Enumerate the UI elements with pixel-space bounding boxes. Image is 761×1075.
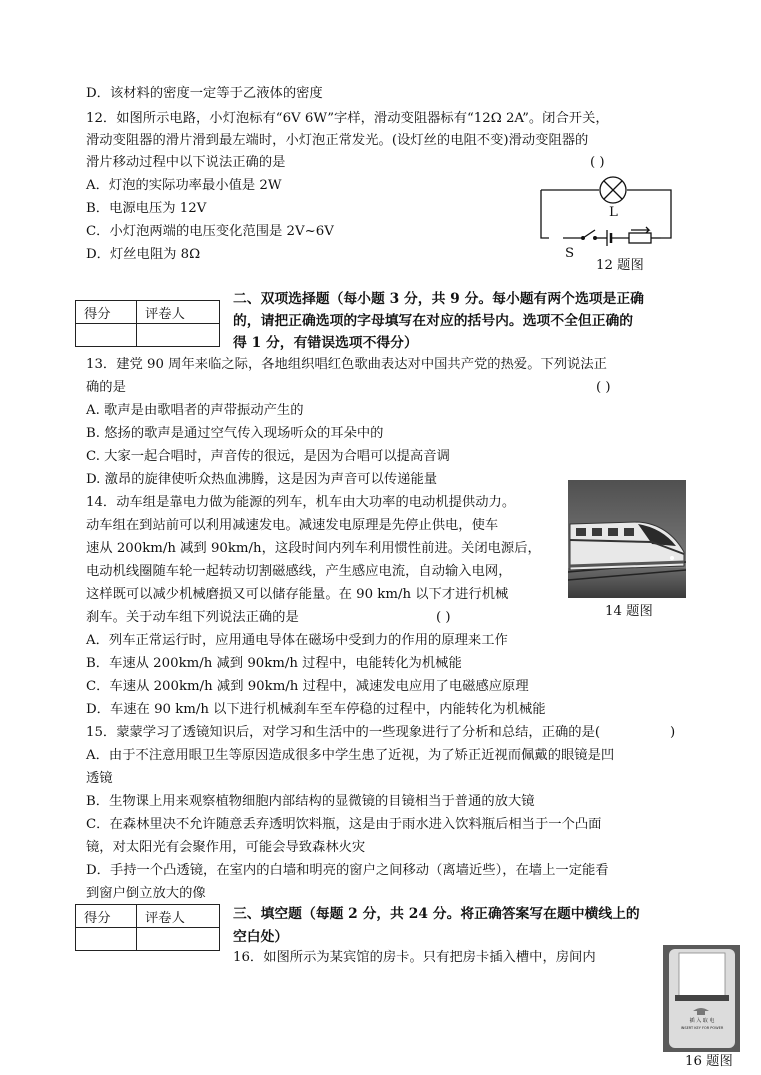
q14-answer-paren: ( ) <box>436 610 451 625</box>
q12-answer-paren: ( ) <box>590 155 605 170</box>
q11-option-d: D．该材料的密度一定等于乙液体的密度 <box>86 86 323 101</box>
room-card-photo <box>663 945 740 1052</box>
q14-stem-line6: 刹车。关于动车组下列说法正确的是 <box>86 610 299 625</box>
q13-option-c: C. 大家一起合唱时，声音传的很远，是因为合唱可以提高音调 <box>86 449 450 464</box>
grader-cell[interactable] <box>137 928 220 951</box>
q13-answer-paren: ( ) <box>596 380 611 395</box>
q15-stem: 15．蒙蒙学习了透镜知识后，对学习和生活中的一些现象进行了分析和总结，正确的是( <box>86 725 601 740</box>
grader-header: 评卷人 <box>137 301 220 324</box>
q16-figure-caption: 16 题图 <box>685 1054 733 1069</box>
q15-option-d-line2: 到窗户倒立放大的像 <box>86 886 206 901</box>
train-photo <box>568 480 686 598</box>
section2-heading-line2: 的，请把正确选项的字母填写在对应的括号内。选项不全但正确的 <box>233 313 634 329</box>
q16-stem: 16．如图所示为某宾馆的房卡。只有把房卡插入槽中，房间内 <box>233 950 596 965</box>
switch-label: S <box>565 246 575 261</box>
score-box <box>75 904 220 951</box>
score-box <box>75 300 220 347</box>
q13-stem-line2: 确的是 <box>86 380 126 395</box>
q14-option-a: A．列车正常运行时，应用通电导体在磁场中受到力的作用的原理来工作 <box>86 633 508 648</box>
q15-answer-paren: ) <box>670 725 676 740</box>
q15-option-c-line1: C．在森林里决不允许随意丢弃透明饮料瓶，这是由于雨水进入饮料瓶后相当于一个凸面 <box>86 817 602 832</box>
q15-option-a-line1: A．由于不注意用眼卫生等原因造成很多中学生患了近视，为了矫正近视而佩戴的眼镜是凹 <box>86 748 615 763</box>
grader-header: 评卷人 <box>137 905 220 928</box>
score-cell[interactable] <box>76 928 137 951</box>
q12-option-a: A．灯泡的实际功率最小值是 2W <box>86 178 282 193</box>
q12-stem-line1: 12．如图所示电路，小灯泡标有“6V 6W”字样，滑动变阻器标有“12Ω 2A”。闭合开关， <box>86 111 609 126</box>
score-header: 得分 <box>76 301 137 324</box>
q14-stem-line1: 14．动车组是靠电力做为能源的列车，机车由大功率的电动机提供动力。 <box>86 495 516 510</box>
q14-stem-line2: 动车组在到站前可以利用减速发电。减速发电原理是先停止供电，使车 <box>86 518 499 533</box>
q14-option-d: D．车速在 90 km/h 以下进行机械刹车至车停稳的过程中，内能转化为机械能 <box>86 702 546 717</box>
q14-option-b: B．车速从 200km/h 减到 90km/h 过程中，电能转化为机械能 <box>86 656 462 671</box>
section2-heading-line3: 得 1 分，有错误选项不得分） <box>233 335 418 351</box>
q15-option-a-line2: 透镜 <box>86 771 113 786</box>
score-header: 得分 <box>76 905 137 928</box>
q15-option-c-line2: 镜，对太阳光有会聚作用，可能会导致森林火灾 <box>86 840 366 855</box>
q13-option-a: A. 歌声是由歌唱者的声带振动产生的 <box>86 403 304 418</box>
q14-figure-caption: 14 题图 <box>605 604 653 619</box>
card-slot-text-cn: 插 入 取 电 <box>689 1018 715 1024</box>
q15-option-d-line1: D．手持一个凸透镜，在室内的白墙和明亮的窗户之间移动（离墙近些），在墙上一定能看 <box>86 863 609 878</box>
q12-stem-line3: 滑片移动过程中以下说法正确的是 <box>86 155 286 170</box>
section3-heading-line1: 三、填空题（每题 2 分，共 24 分。将正确答案写在题中横线上的 <box>233 906 640 922</box>
section2-heading-line1: 二、双项选择题（每小题 3 分，共 9 分。每小题有两个选项是正确 <box>233 291 644 307</box>
q12-figure-caption: 12 题图 <box>596 258 644 273</box>
q15-option-b: B．生物课上用来观察植物细胞内部结构的显微镜的目镜相当于普通的放大镜 <box>86 794 535 809</box>
score-cell[interactable] <box>76 324 137 347</box>
lamp-label: L <box>609 205 618 220</box>
q14-stem-line3: 速从 200km/h 减到 90km/h，这段时间内列车利用惯性前进。关闭电源后， <box>86 541 541 556</box>
grader-cell[interactable] <box>137 324 220 347</box>
q12-stem-line2: 滑动变阻器的滑片滑到最左端时，小灯泡正常发光。(设灯丝的电阻不变)滑动变阻器的 <box>86 133 589 148</box>
q13-option-d: D. 激昂的旋律使听众热血沸腾，这是因为声音可以传递能量 <box>86 472 438 487</box>
q13-option-b: B. 悠扬的歌声是通过空气传入现场听众的耳朵中的 <box>86 426 384 441</box>
q14-stem-line5: 这样既可以减少机械磨损又可以储存能量。在 90 km/h 以下才进行机械 <box>86 587 509 602</box>
q12-option-b: B．电源电压为 12V <box>86 201 207 216</box>
q14-option-c: C．车速从 200km/h 减到 90km/h 过程中，减速发电应用了电磁感应原理 <box>86 679 529 694</box>
q13-stem-line1: 13．建党 90 周年来临之际，各地组织唱红色歌曲表达对中国共产党的热爱。下列说法正 <box>86 357 607 372</box>
q12-option-c: C．小灯泡两端的电压变化范围是 2V~6V <box>86 224 334 239</box>
q12-option-d: D．灯丝电阻为 8Ω <box>86 247 201 262</box>
q14-stem-line4: 电动机线圈随车轮一起转动切割磁感线，产生感应电流，自动输入电网， <box>86 564 512 579</box>
section3-heading-line2: 空白处） <box>233 929 289 945</box>
card-slot-text-en: INSERT KEY FOR POWER <box>680 1026 724 1030</box>
